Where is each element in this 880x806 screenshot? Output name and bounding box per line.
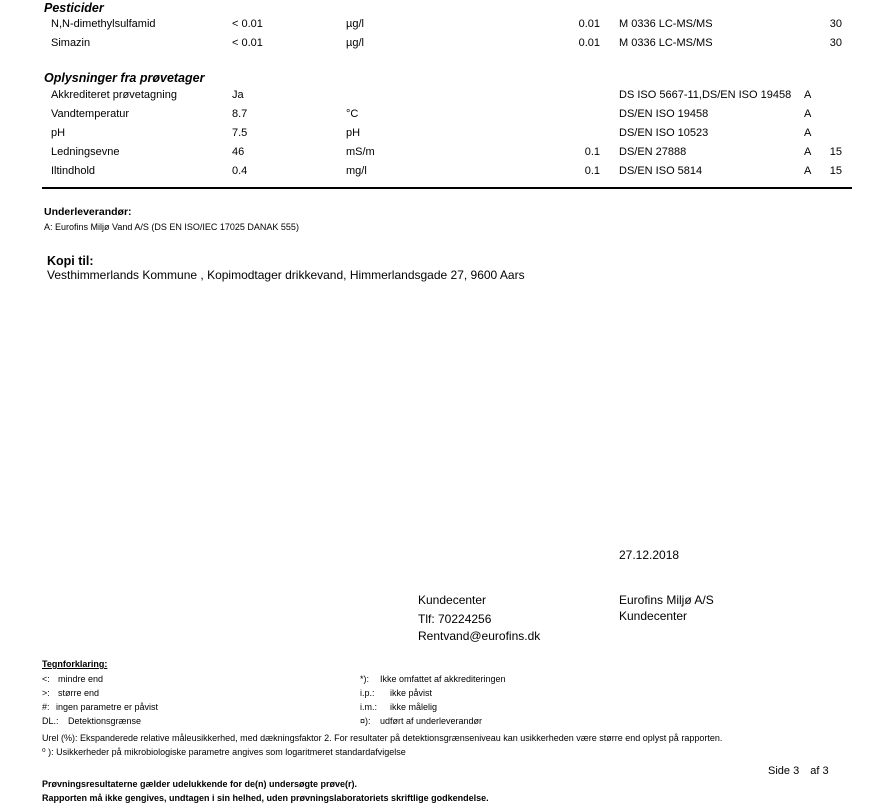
legend-symbol: DL.: (42, 716, 59, 726)
urel: 15 (829, 165, 842, 177)
result-value: 0.4 (232, 165, 248, 177)
legend-title: Tegnforklaring: (42, 659, 108, 669)
underleverandor-text: A: Eurofins Miljø Vand A/S (DS EN ISO/IEC 17025 DANAK 555) (44, 222, 299, 232)
contact-left-line: Kundecenter (418, 593, 487, 607)
legend-symbol: <: (42, 674, 50, 684)
table-row (0, 165, 880, 183)
contact-phone: Tlf: 70224256 (418, 612, 492, 626)
legend-symbol: #: (42, 702, 50, 712)
method: M 0336 LC-MS/MS (619, 37, 713, 49)
result-value: < 0.01 (232, 18, 263, 30)
unit: °C (346, 108, 359, 120)
parameter-name: Ledningsevne (51, 146, 120, 158)
page-current: 3 (793, 765, 800, 777)
legend-text: ingen parametre er påvist (56, 702, 159, 712)
result-value: < 0.01 (232, 37, 263, 49)
legend-micro: ⁰ ): Usikkerheder på mikrobiologiske parametre angives som logaritmeret standardafvigelse (42, 747, 406, 757)
urel: 30 (829, 37, 842, 49)
legend-symbol: i.p.: (360, 688, 375, 698)
report-date: 27.12.2018 (619, 548, 680, 562)
legend-text: Detektionsgrænse (68, 716, 142, 726)
footer-line-2: Rapporten må ikke gengives, undtagen i sin helhed, uden prøvningslaboratoriets skriftlige godkendelse. (42, 793, 489, 803)
detection-limit: 0.01 (578, 18, 600, 30)
accreditation: A (804, 89, 812, 101)
method: DS/EN ISO 5814 (619, 165, 703, 177)
table-row (0, 18, 880, 36)
page-number (768, 765, 829, 777)
accreditation: A (804, 127, 812, 139)
legend-symbol: i.m.: (360, 702, 377, 712)
parameter-name: Iltindhold (51, 165, 96, 177)
detection-limit: 0.1 (584, 165, 600, 177)
method: DS/EN ISO 19458 (619, 108, 709, 120)
detection-limit: 0.01 (578, 37, 600, 49)
legend-text: mindre end (58, 674, 104, 684)
contact-department: Kundecenter (619, 609, 688, 623)
parameter-name: pH (51, 127, 66, 139)
table-row (0, 127, 880, 145)
parameter-name: Akkrediteret prøvetagning (51, 89, 177, 101)
section-title-pesticider: Pesticider (44, 1, 104, 15)
page-side-label: Side (768, 765, 791, 777)
unit: µg/l (346, 37, 364, 49)
kopi-title: Kopi til: (47, 254, 94, 268)
unit: µg/l (346, 18, 364, 30)
method: DS ISO 5667-11,DS/EN ISO 19458 (619, 89, 792, 101)
table-row (0, 146, 880, 164)
page-total: 3 (822, 765, 829, 777)
legend-text: større end (58, 688, 100, 698)
contact-email: Rentvand@eurofins.dk (418, 629, 541, 643)
underleverandor-title: Underleverandør: (44, 206, 132, 218)
unit: mS/m (346, 146, 375, 158)
accreditation: A (804, 108, 812, 120)
legend-urel: Urel (%): Ekspanderede relative måleusikkerhed, med dækningsfaktor 2. For resultater på detektionsgrænseniveau kan usikkerheden være større end oplyst på rapporten. (42, 733, 723, 743)
page-af-label: af (810, 765, 820, 777)
accreditation: A (804, 165, 812, 177)
section-title-oplysninger: Oplysninger fra prøvetager (44, 71, 205, 85)
legend-symbol: ¤): (360, 716, 371, 726)
urel: 15 (829, 146, 842, 158)
legend-symbol: *): (360, 674, 369, 684)
table-row (0, 37, 880, 55)
method: M 0336 LC-MS/MS (619, 18, 713, 30)
unit: pH (346, 127, 361, 139)
result-value: 46 (232, 146, 245, 158)
kopi-text: Vesthimmerlands Kommune , Kopimodtager drikkevand, Himmerlandsgade 27, 9600 Aars (47, 268, 525, 282)
legend-text: udført af underleverandør (380, 716, 483, 726)
detection-limit: 0.1 (584, 146, 600, 158)
method: DS/EN 27888 (619, 146, 687, 158)
contact-company: Eurofins Miljø A/S (619, 593, 714, 607)
legend-text: ikke målelig (390, 702, 438, 712)
table-bottom-rule (42, 187, 852, 189)
unit: mg/l (346, 165, 367, 177)
urel: 30 (829, 18, 842, 30)
result-value: 8.7 (232, 108, 248, 120)
footer-line-1: Prøvningsresultaterne gælder udelukkende for de(n) undersøgte prøve(r). (42, 779, 358, 789)
table-row (0, 89, 880, 107)
table-row (0, 108, 880, 126)
legend-symbol: >: (42, 688, 50, 698)
result-value: Ja (232, 89, 244, 101)
parameter-name: N,N-dimethylsulfamid (51, 18, 156, 30)
method: DS/EN ISO 10523 (619, 127, 709, 139)
parameter-name: Vandtemperatur (51, 108, 130, 120)
legend-text: Ikke omfattet af akkrediteringen (380, 674, 506, 684)
parameter-name: Simazin (51, 37, 91, 49)
legend-text: ikke påvist (390, 688, 433, 698)
result-value: 7.5 (232, 127, 248, 139)
accreditation: A (804, 146, 812, 158)
